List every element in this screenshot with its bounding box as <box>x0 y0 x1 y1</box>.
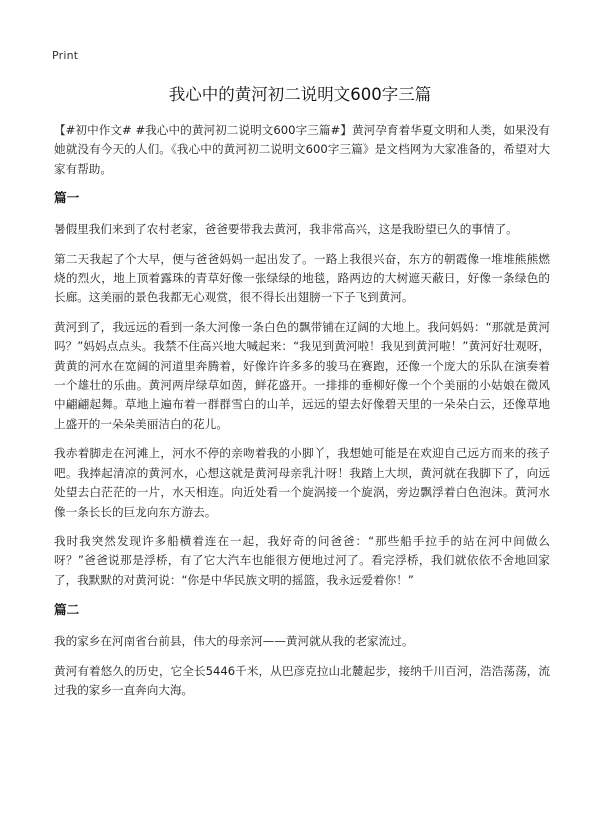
paragraph: 暑假里我们来到了农村老家，爸爸要带我去黄河，我非常高兴，这是我盼望已久的事情了。 <box>54 222 518 237</box>
print-link[interactable]: Print <box>52 49 79 62</box>
paragraph: 第二天我起了个大早，便与爸爸妈妈一起出发了。一路上我很兴奋，东方的朝霞像一堆堆熊熊燃烧的烈火，地上顶着露珠的青草好像一张绿绿的地毯，路两边的大树遮天蔽日，好像一条绿色的长廊。这美丽的景色我都无心观赏，很不得长出翅膀一下子飞到黄河。 <box>54 251 550 305</box>
section-2 <box>54 600 550 700</box>
paragraph: 我赤着脚走在河滩上，河水不停的亲吻着我的小脚丫，我想她可能是在欢迎自己远方而来的孩子吧。我捧起清凉的黄河水，心想这就是黄河母亲乳汁呀！我踏上大坝，黄河就在我脚下了，向远处望去白茫茫的一片，水天相连。向近处看一个旋涡接一个旋涡，旁边飘浮着白色泡沫。黄河水像一条长长的巨龙向东方游去。 <box>54 446 550 519</box>
paragraph: 黄河到了，我远远的看到一条大河像一条白色的飘带铺在辽阔的大地上。我问妈妈：“那就是黄河吗？”妈妈点点头。我禁不住高兴地大喊起来：“我见到黄河啦！我见到黄河啦！”黄河好壮观呀，黄黄的河水在宽阔的河道里奔腾着，好像许许多多的骏马在赛跑，还像一个庞大的乐队在演奏着一个雄壮的乐曲。黄河两岸绿草如茵，鲜花盛开。一排排的垂柳好像一个个美丽的小姑娘在微风中翩翩起舞。草地上遍布着一群群雪白的山羊，远远的望去好像碧天里的一朵朵白云，还像草地上盛开的一朵朵美丽洁白的花儿。 <box>54 319 550 431</box>
paragraph: 我时我突然发现许多船横着连在一起，我好奇的问爸爸：“那些船手拉手的站在河中间做么呀？”爸爸说那是浮桥，有了它大汽车也能很方便地过河了。看完浮桥，我们就依依不舍地回家了，我默默的对黄河说：“你是中华民族文明的摇篮，我永远爱着你！” <box>54 533 550 587</box>
section-heading: 篇一 <box>54 190 80 206</box>
page-title: 我心中的黄河初二说明文600字三篇 <box>168 85 432 104</box>
section-heading: 篇二 <box>54 602 80 618</box>
intro-paragraph: 【#初中作文# #我心中的黄河初二说明文600字三篇#】黄河孕育着华夏文明和人类，如果没有她就没有今天的人们。《我心中的黄河初二说明文600字三篇》是文档网为大家准备的，希望对大家有帮助。 <box>54 123 550 176</box>
article-body <box>54 121 550 710</box>
section-1 <box>54 188 550 590</box>
paragraph: 我的家乡在河南省台前县，伟大的母亲河——黄河就从我的老家流过。 <box>54 634 414 649</box>
paragraph: 黄河有着悠久的历史，它全长5446千米，从巴彦克拉山北麓起步，接纳千川百河，浩浩荡荡，流过我的家乡一直奔向大海。 <box>54 663 550 697</box>
